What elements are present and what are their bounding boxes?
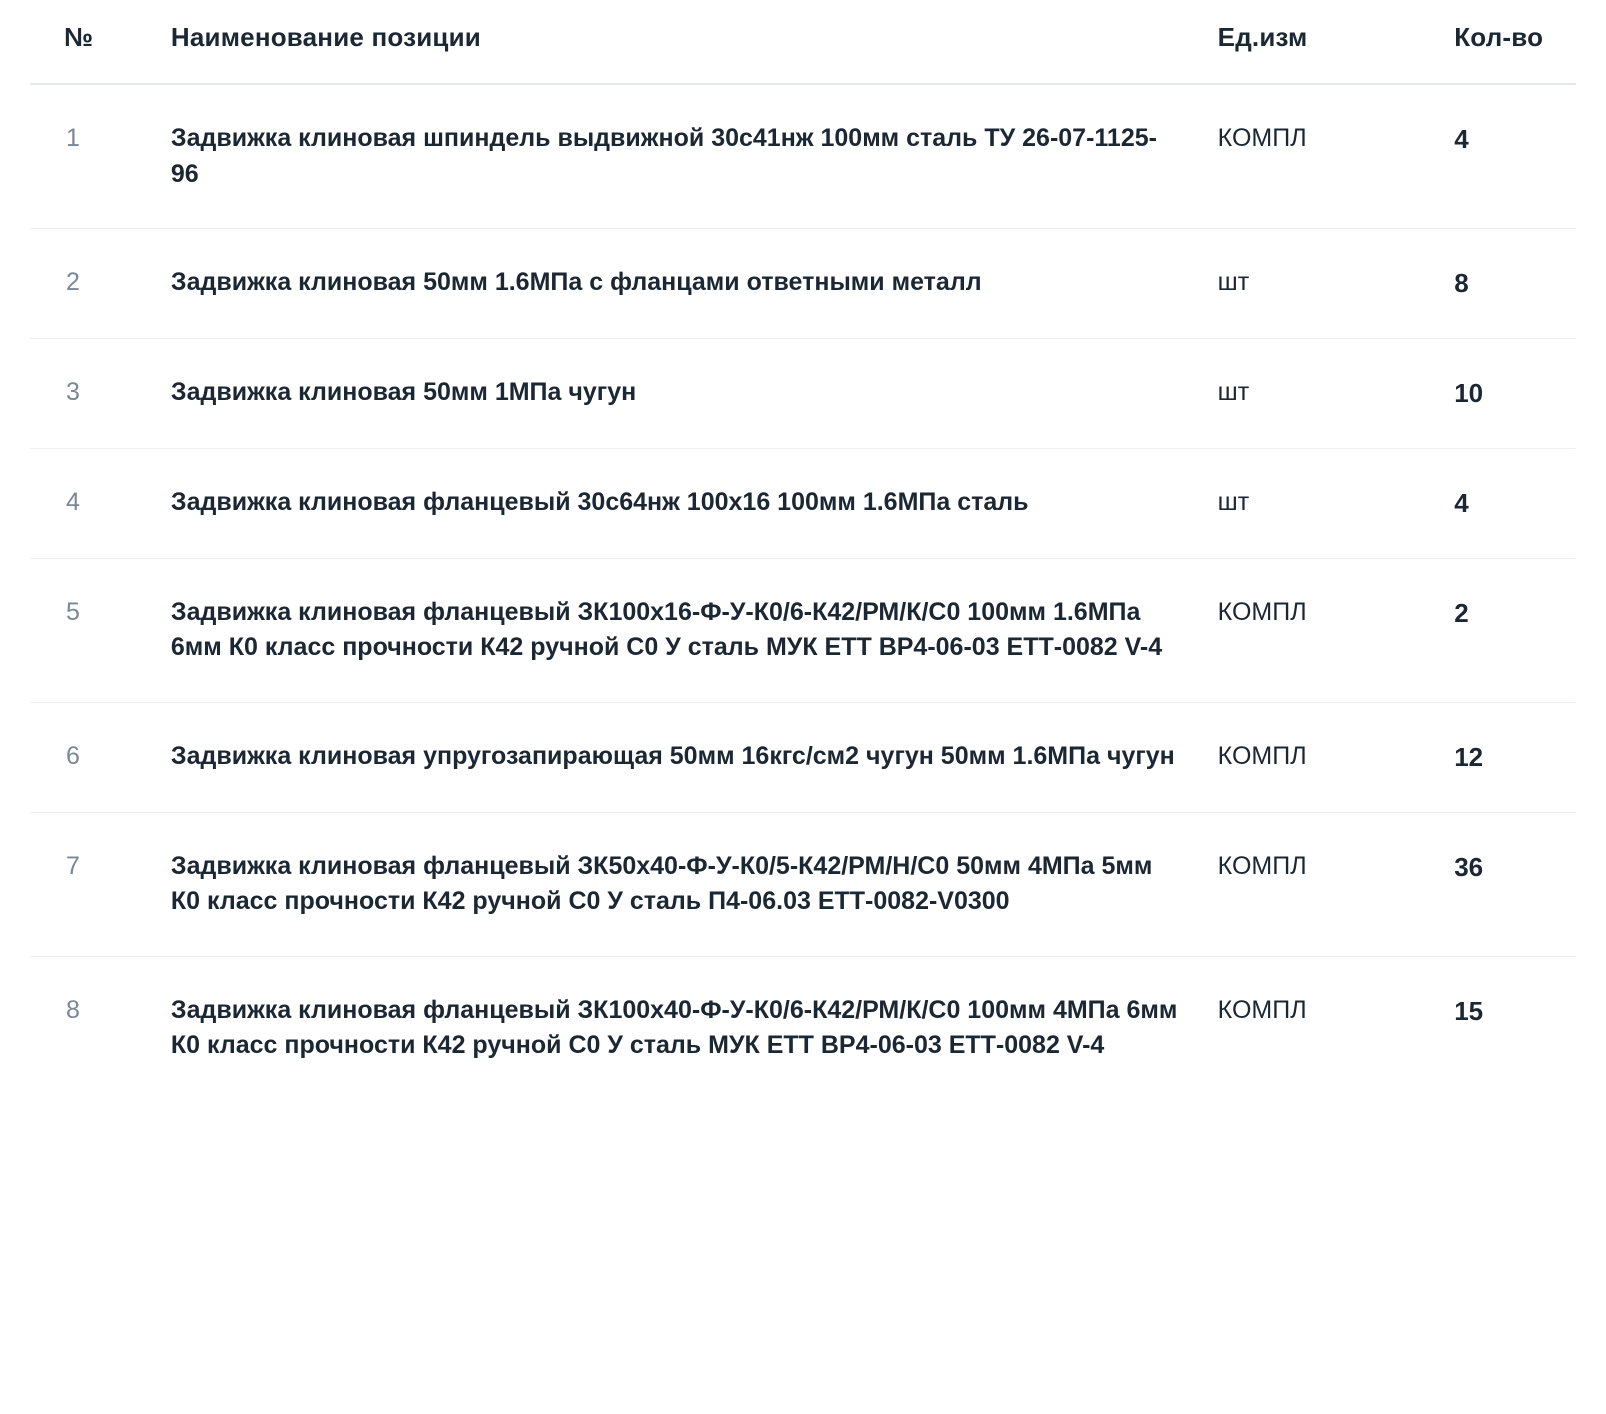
row-position: Задвижка клиновая 50мм 1МПа чугун	[171, 338, 1218, 448]
table-row	[30, 956, 1576, 1100]
row-unit: КОМПЛ	[1218, 702, 1455, 812]
column-header-number: №	[30, 0, 171, 84]
row-position: Задвижка клиновая фланцевый ЗК100х40-Ф-У-К0/6-К42/РМ/К/С0 100мм 4МПа 6мм К0 класс прочности К42 ручной С0 У сталь МУК ЕТТ ВР4-06-03 ЕТТ-0082 V-4	[170, 995, 1178, 1060]
table-body	[30, 84, 1576, 1100]
row-quantity: 4	[1454, 84, 1576, 229]
row-number: 6	[30, 702, 171, 812]
row-quantity: 10	[1454, 338, 1576, 448]
table-row	[30, 812, 1576, 956]
column-header-position: Наименование позиции	[171, 0, 1218, 84]
row-number: 4	[30, 448, 171, 558]
row-unit: шт	[1218, 448, 1455, 558]
items-table	[30, 0, 1576, 1100]
column-header-unit: Ед.изм	[1218, 0, 1455, 84]
row-quantity: 15	[1454, 995, 1484, 1026]
row-unit: КОМПЛ	[1217, 995, 1307, 1024]
row-position: Задвижка клиновая упругозапирающая 50мм 16кгс/см2 чугун 50мм 1.6МПа чугун	[171, 702, 1218, 812]
row-number: 3	[30, 338, 171, 448]
table-row	[30, 558, 1576, 702]
row-position: Задвижка клиновая 50мм 1.6МПа с фланцами ответными металл	[171, 229, 1218, 339]
row-unit: КОМПЛ	[1218, 558, 1455, 702]
row-unit: шт	[1218, 338, 1455, 448]
table-header	[30, 0, 1576, 84]
row-number: 1	[30, 84, 171, 229]
row-quantity: 2	[1454, 558, 1576, 702]
table-row	[30, 229, 1576, 339]
table-row	[30, 84, 1576, 229]
row-number: 8	[66, 995, 80, 1024]
row-position: Задвижка клиновая фланцевый ЗК50х40-Ф-У-К0/5-К42/РМ/Н/С0 50мм 4МПа 5мм К0 класс прочности К42 ручной С0 У сталь П4-06.03 ЕТТ-0082-V0300	[171, 812, 1218, 956]
table-row	[30, 448, 1576, 558]
row-quantity: 12	[1454, 702, 1576, 812]
row-quantity: 4	[1454, 448, 1576, 558]
row-unit: шт	[1218, 229, 1455, 339]
row-position: Задвижка клиновая шпиндель выдвижной 30с41нж 100мм сталь ТУ 26-07-1125-96	[171, 84, 1218, 229]
row-position: Задвижка клиновая фланцевый ЗК100х16-Ф-У-К0/6-К42/РМ/К/С0 100мм 1.6МПа 6мм К0 класс прочности К42 ручной С0 У сталь МУК ЕТТ ВР4-06-03 ЕТТ-0082 V-4	[171, 558, 1218, 702]
row-unit: КОМПЛ	[1218, 812, 1455, 956]
table-header-row	[30, 0, 1576, 84]
row-number: 2	[30, 229, 171, 339]
row-quantity: 8	[1454, 229, 1576, 339]
row-number: 5	[30, 558, 171, 702]
row-position: Задвижка клиновая фланцевый 30с64нж 100х16 100мм 1.6МПа сталь	[171, 448, 1218, 558]
column-header-quantity: Кол-во	[1454, 0, 1576, 84]
row-unit: КОМПЛ	[1218, 84, 1455, 229]
table-row	[30, 338, 1576, 448]
row-quantity: 36	[1454, 812, 1576, 956]
table-row	[30, 702, 1576, 812]
row-number: 7	[30, 812, 171, 956]
